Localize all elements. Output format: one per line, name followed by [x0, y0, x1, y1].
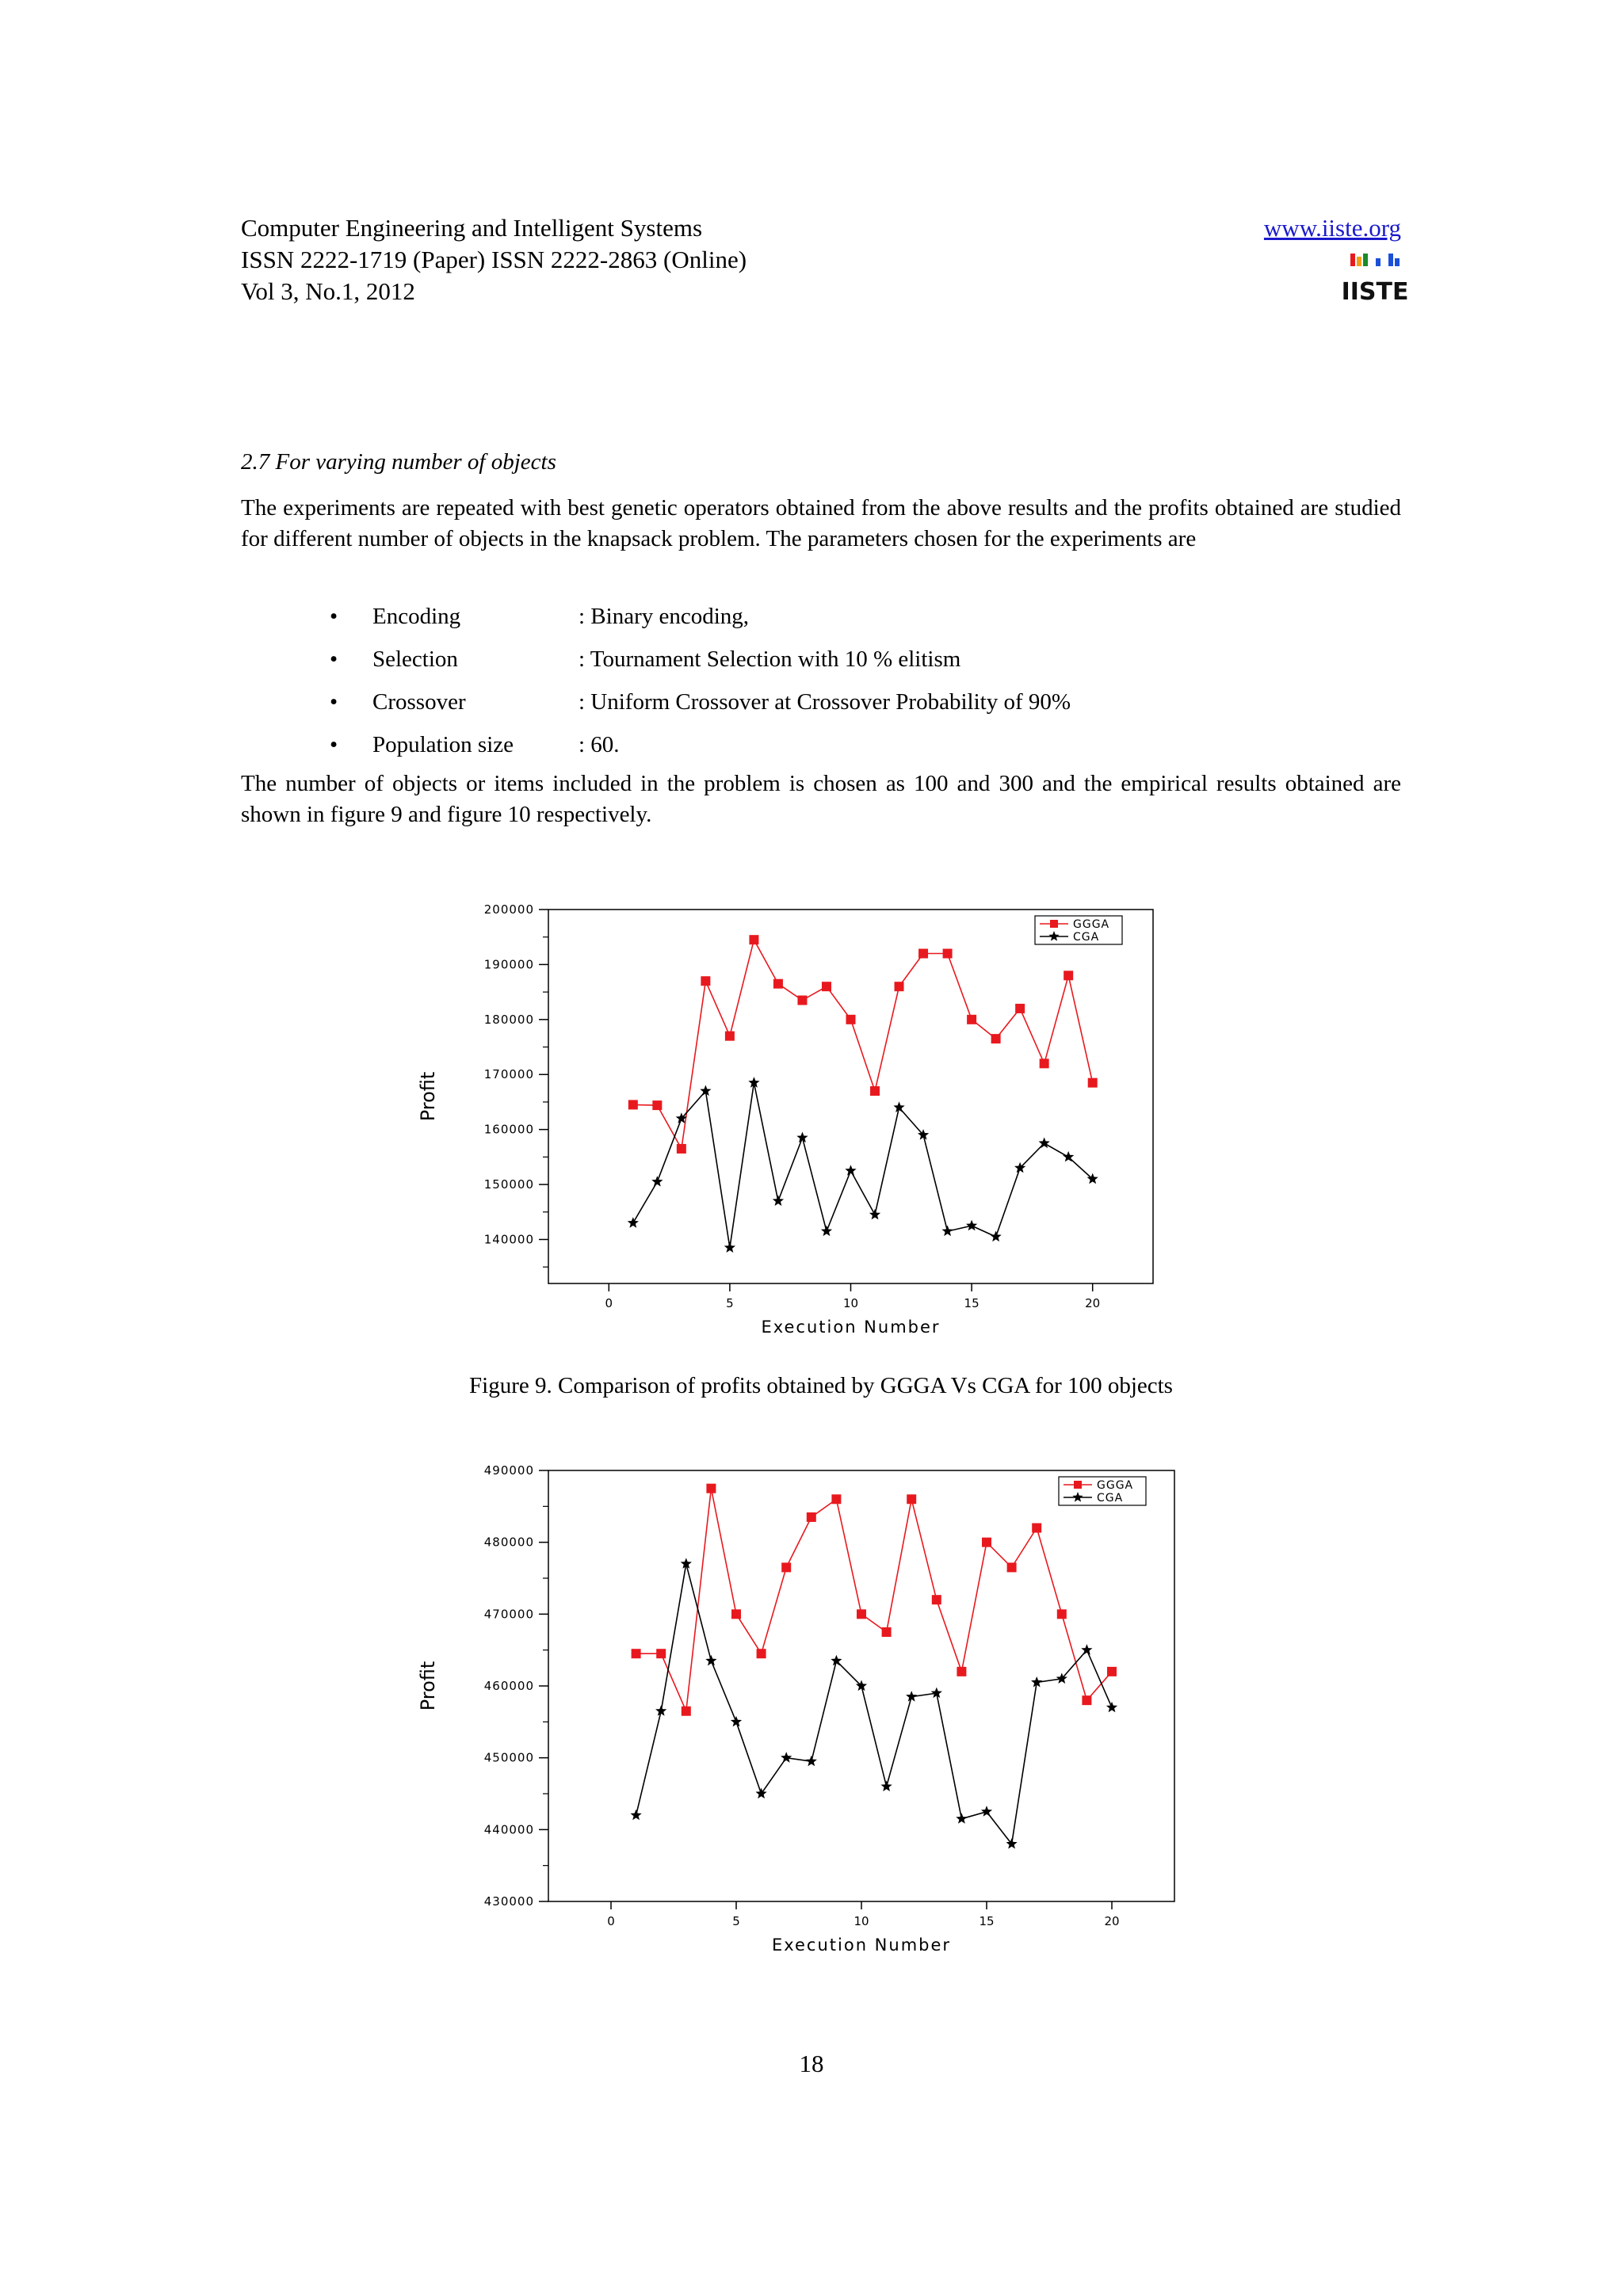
- data-point-ggga: [1107, 1667, 1117, 1676]
- data-point-cga: [1106, 1702, 1117, 1713]
- chart-figure-10: [412, 1444, 1189, 1974]
- volume-line: Vol 3, No.1, 2012: [241, 277, 415, 305]
- data-point-cga: [755, 1788, 766, 1799]
- y-tick-label: 200000: [483, 902, 534, 917]
- data-point-ggga: [731, 1609, 741, 1619]
- legend-label: CGA: [1073, 931, 1100, 944]
- data-point-ggga: [846, 1015, 856, 1024]
- data-point-ggga: [932, 1595, 941, 1604]
- chart-figure-9: [412, 887, 1173, 1347]
- data-point-ggga: [1032, 1524, 1041, 1533]
- y-tick-label: 480000: [483, 1535, 534, 1550]
- data-point-cga: [806, 1756, 817, 1767]
- list-item: • Encoding : Binary encoding,: [330, 595, 1360, 638]
- data-point-ggga: [797, 996, 807, 1005]
- data-point-ggga: [943, 949, 953, 959]
- iiste-logo: [1341, 252, 1409, 306]
- series-line-cga: [633, 1083, 1093, 1248]
- data-point-ggga: [1040, 1058, 1049, 1068]
- data-point-ggga: [701, 976, 710, 986]
- list-item: • Population size : 60.: [330, 723, 1360, 766]
- data-point-cga: [796, 1132, 808, 1143]
- y-tick-label: 450000: [483, 1750, 534, 1765]
- paragraph-intro: The experiments are repeated with best genetic operators obtained from the above results and the profits obtained are studied for different number of objects in the knapsack problem. The parameters chosen for the experiments are: [241, 495, 1401, 551]
- y-tick-label: 160000: [483, 1122, 534, 1137]
- website-link[interactable]: www.iiste.org: [1263, 214, 1401, 242]
- plot-frame: [548, 910, 1153, 1283]
- data-point-ggga: [831, 1494, 841, 1504]
- x-tick-label: 15: [964, 1296, 980, 1310]
- data-point-ggga: [807, 1512, 816, 1522]
- y-axis-label: Profit: [417, 1661, 439, 1711]
- data-point-cga: [628, 1217, 639, 1228]
- legend-label: CGA: [1097, 1492, 1124, 1505]
- data-point-cga: [990, 1231, 1001, 1242]
- x-tick-label: 15: [979, 1914, 995, 1928]
- data-point-ggga: [1064, 971, 1073, 980]
- data-point-ggga: [1007, 1562, 1017, 1572]
- data-point-cga: [869, 1209, 880, 1220]
- y-tick-label: 140000: [483, 1232, 534, 1247]
- bullet-icon: •: [330, 732, 338, 757]
- data-point-ggga: [628, 1100, 638, 1109]
- data-point-ggga: [882, 1627, 892, 1637]
- data-point-ggga: [1057, 1609, 1067, 1619]
- data-point-cga: [893, 1101, 904, 1112]
- data-point-ggga: [982, 1538, 991, 1547]
- series-line-ggga: [636, 1489, 1112, 1711]
- data-point-cga: [781, 1752, 792, 1763]
- data-point-ggga: [1082, 1695, 1091, 1705]
- data-point-ggga: [918, 949, 928, 959]
- x-tick-label: 10: [842, 1296, 859, 1310]
- parameter-list: [330, 595, 1360, 766]
- data-point-ggga: [773, 979, 783, 989]
- list-item: • Selection : Tournament Selection with 10 % elitism: [330, 638, 1360, 681]
- data-point-ggga: [895, 982, 904, 991]
- data-point-ggga: [706, 1484, 716, 1493]
- data-point-ggga: [1015, 1004, 1025, 1013]
- data-point-ggga: [857, 1609, 866, 1619]
- data-point-ggga: [907, 1494, 916, 1504]
- bullet-icon: •: [330, 646, 338, 672]
- x-tick-label: 20: [1104, 1914, 1120, 1928]
- data-point-ggga: [870, 1086, 880, 1096]
- bullet-icon: •: [330, 604, 338, 629]
- data-point-ggga: [991, 1034, 1001, 1043]
- y-tick-label: 170000: [483, 1067, 534, 1082]
- legend-marker: [1074, 1481, 1082, 1489]
- y-tick-label: 150000: [483, 1177, 534, 1192]
- x-tick-label: 10: [854, 1914, 869, 1928]
- data-point-cga: [630, 1810, 641, 1821]
- series-line-cga: [636, 1564, 1112, 1844]
- x-tick-label: 0: [605, 1296, 613, 1310]
- y-tick-label: 490000: [483, 1463, 534, 1478]
- data-point-ggga: [632, 1649, 641, 1658]
- data-point-ggga: [757, 1649, 766, 1658]
- x-axis-label: Execution Number: [761, 1318, 941, 1337]
- data-point-cga: [1081, 1644, 1092, 1655]
- data-point-cga: [880, 1780, 892, 1791]
- data-point-cga: [773, 1195, 784, 1206]
- issn-line: ISSN 2222-1719 (Paper) ISSN 2222-2863 (Online): [241, 246, 747, 273]
- y-tick-label: 190000: [483, 957, 534, 972]
- journal-title: Computer Engineering and Intelligent Systems: [241, 214, 703, 242]
- data-point-cga: [705, 1655, 716, 1666]
- data-point-cga: [821, 1226, 832, 1237]
- data-point-ggga: [682, 1707, 691, 1716]
- data-point-cga: [966, 1220, 977, 1231]
- data-point-cga: [981, 1806, 992, 1817]
- y-tick-label: 470000: [483, 1607, 534, 1622]
- data-point-ggga: [677, 1144, 686, 1154]
- data-point-ggga: [967, 1015, 976, 1024]
- figure-9-caption: Figure 9. Comparison of profits obtained by GGGA Vs CGA for 100 objects: [469, 1373, 1173, 1398]
- paragraph-results: The number of objects or items included in the problem is chosen as 100 and 300 and the empirical results obtained are shown in figure 9 and figure 10 respectively.: [241, 771, 1401, 827]
- y-axis-label: Profit: [417, 1071, 439, 1122]
- data-point-cga: [651, 1176, 663, 1187]
- data-point-ggga: [652, 1100, 662, 1110]
- list-item: • Crossover : Uniform Crossover at Crossover Probability of 90%: [330, 681, 1360, 723]
- y-tick-label: 460000: [483, 1679, 534, 1693]
- y-tick-label: 180000: [483, 1012, 534, 1027]
- y-tick-label: 430000: [483, 1894, 534, 1909]
- data-point-cga: [956, 1813, 967, 1824]
- bullet-icon: •: [330, 689, 338, 715]
- data-point-cga: [724, 1241, 735, 1253]
- legend-label: GGGA: [1097, 1479, 1134, 1492]
- data-point-cga: [845, 1165, 856, 1176]
- svg-text:IISTE: IISTE: [1341, 278, 1409, 306]
- page-number: 18: [799, 2050, 824, 2077]
- data-point-ggga: [822, 982, 831, 991]
- data-point-ggga: [656, 1649, 666, 1658]
- data-point-cga: [906, 1691, 917, 1702]
- x-tick-label: 5: [726, 1296, 734, 1310]
- data-point-cga: [655, 1705, 666, 1716]
- data-point-ggga: [1088, 1078, 1098, 1088]
- data-point-ggga: [749, 935, 758, 944]
- series-line-ggga: [633, 940, 1093, 1149]
- section-heading: 2.7 For varying number of objects: [241, 449, 556, 475]
- legend-label: GGGA: [1073, 918, 1110, 931]
- x-tick-label: 20: [1085, 1296, 1101, 1310]
- data-point-ggga: [957, 1667, 966, 1676]
- data-point-ggga: [725, 1032, 735, 1041]
- y-tick-label: 440000: [483, 1822, 534, 1837]
- x-axis-label: Execution Number: [771, 1936, 952, 1955]
- x-tick-label: 5: [732, 1914, 740, 1928]
- data-point-cga: [731, 1716, 742, 1727]
- x-tick-label: 0: [607, 1914, 615, 1928]
- legend-marker: [1050, 920, 1058, 928]
- data-point-cga: [941, 1226, 953, 1237]
- data-point-ggga: [781, 1562, 791, 1572]
